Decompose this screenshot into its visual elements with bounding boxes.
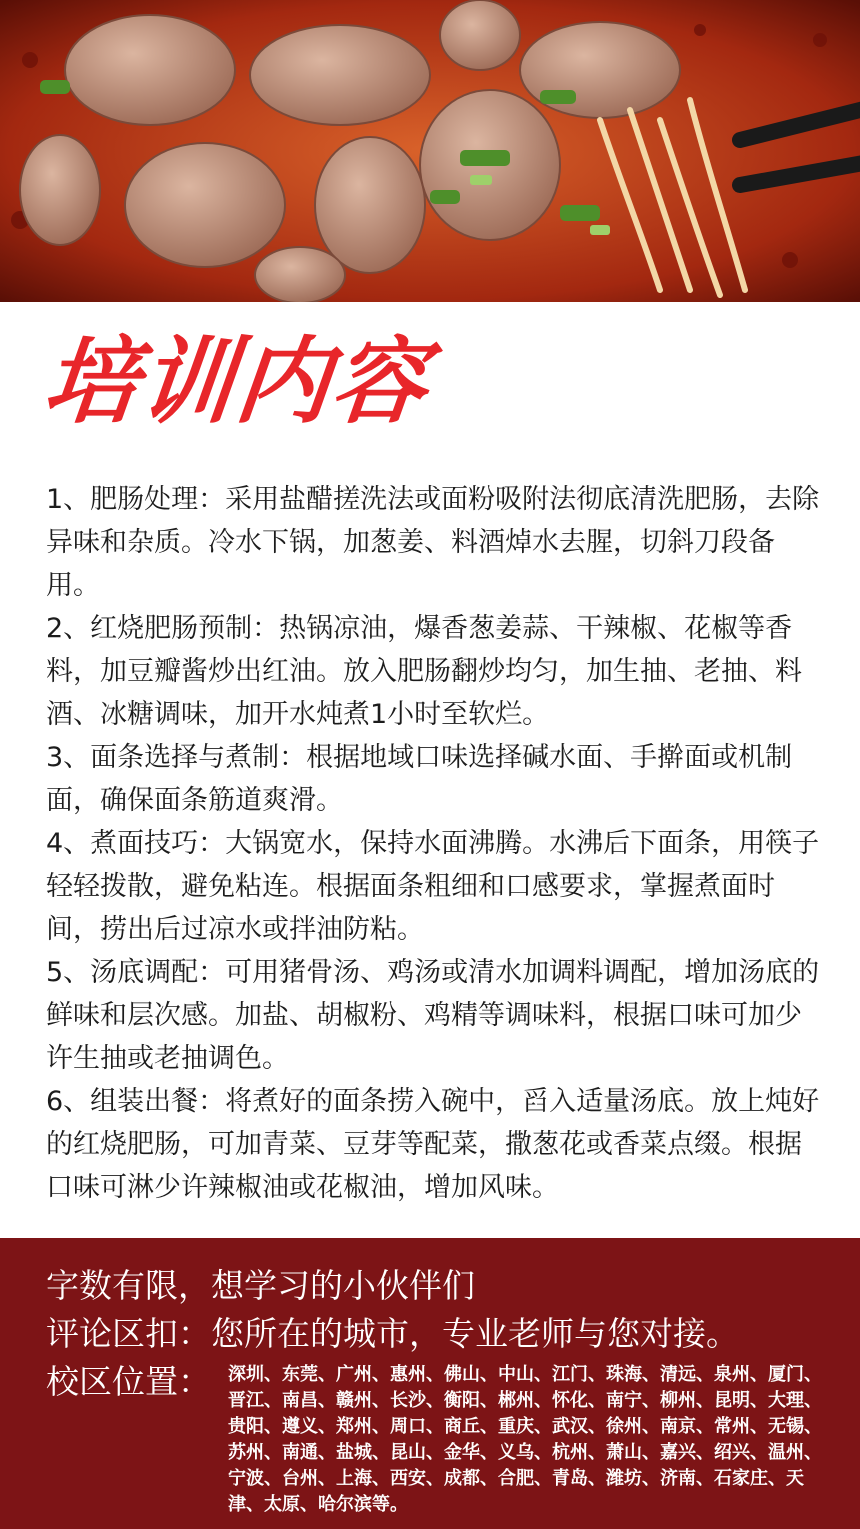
footer-line-1: 字数有限，想学习的小伙伴们 — [46, 1266, 475, 1305]
page-title: 培训内容 — [38, 328, 434, 437]
training-steps — [46, 478, 826, 1209]
campus-city-list: 深圳、东莞、广州、惠州、佛山、中山、江门、珠海、清远、泉州、厦门、晋江、南昌、赣州、长沙、衡阳、郴州、怀化、南宁、柳州、昆明、大理、贵阳、遵义、郑州、周口、商丘、重庆、武汉、徐州、南京、常州、无锡、苏州、南通、盐城、昆山、金华、义乌、杭州、萧山、嘉兴、绍兴、温州、宁波、台州、上海、西安、成都、合肥、青岛、潍坊、济南、石家庄、天津、太原、哈尔滨等。 — [228, 1364, 822, 1515]
campus-label: 校区位置： — [46, 1362, 211, 1401]
hero-food-photo — [0, 0, 860, 302]
step-5: 5、汤底调配：可用猪骨汤、鸡汤或清水加调料调配，增加汤底的鲜味和层次感。加盐、胡椒粉、鸡精等调味料，根据口味可加少许生抽或老抽调色。 — [46, 957, 820, 1074]
step-1: 1、肥肠处理：采用盐醋搓洗法或面粉吸附法彻底清洗肥肠，去除异味和杂质。冷水下锅，加葱姜、料酒焯水去腥，切斜刀段备用。 — [46, 484, 820, 601]
step-2: 2、红烧肥肠预制：热锅凉油，爆香葱姜蒜、干辣椒、花椒等香料，加豆瓣酱炒出红油。放入肥肠翻炒均匀，加生抽、老抽、料酒、冰糖调味，加开水炖煮1小时至软烂。 — [46, 613, 802, 730]
step-3: 3、面条选择与煮制：根据地域口味选择碱水面、手擀面或机制面，确保面条筋道爽滑。 — [46, 742, 793, 816]
food-photo-illustration — [0, 0, 860, 302]
step-6: 6、组装出餐：将煮好的面条捞入碗中，舀入适量汤底。放上炖好的红烧肥肠，可加青菜、豆芽等配菜，撒葱花或香菜点缀。根据口味可淋少许辣椒油或花椒油，增加风味。 — [46, 1086, 820, 1203]
footer-line-2: 评论区扣：您所在的城市，专业老师与您对接。 — [46, 1314, 739, 1353]
footer-banner — [0, 1238, 860, 1529]
step-4: 4、煮面技巧：大锅宽水，保持水面沸腾。水沸后下面条，用筷子轻轻拨散，避免粘连。根据面条粗细和口感要求，掌握煮面时间，捞出后过凉水或拌油防粘。 — [46, 828, 820, 945]
